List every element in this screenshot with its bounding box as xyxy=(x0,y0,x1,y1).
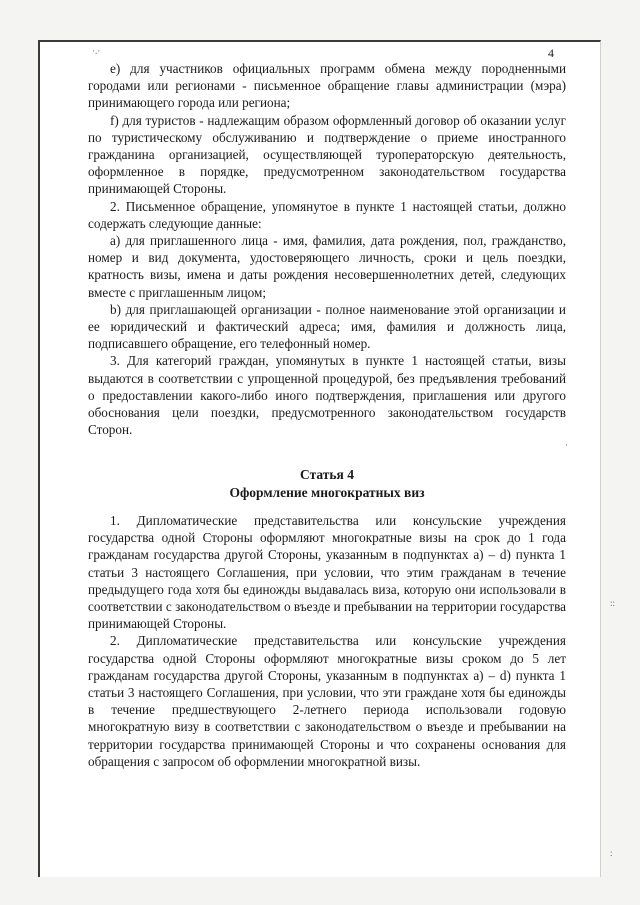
article-number: Статья 4 xyxy=(300,467,354,482)
page-number: 4 xyxy=(548,46,554,60)
text-block-top xyxy=(88,60,566,438)
article-title: Оформление многократных виз xyxy=(229,485,425,500)
paragraph-2: 2. Письменное обращение, упомянутое в пункте 1 настоящей статьи, должно содержать следующие данные: xyxy=(88,198,566,231)
article4-paragraph-1: 1. Дипломатические представительства или консульские учреждения государства одной Стороны оформляют многократные визы на срок до 1 года гражданам государства другой Стороны, указанным в подпунктах а) – d) пункта 1 статьи 3 настоящего Соглашения, при условии, что этим гражданам в течение предыдущего года хотя бы единожды выдавалась виза, которую они использовали в соответствии с законодательством о въезде и пребывании на территории государства принимающей Стороны. xyxy=(88,513,566,632)
paragraph-f: f) для туристов - надлежащим образом оформленный договор об оказании услуг по туристическому обслуживанию и подтверждение о приеме иностранного гражданина организацией, осуществляющей туроператорскую деятельность, оформленное в порядке, предусмотренном законодательством государства принимающей Стороны. xyxy=(88,112,566,197)
paragraph-b: b) для приглашающей организации - полное наименование этой организации и ее юридический и фактический адреса; имя, фамилия и должность лица, подписавшего обращение, его телефонный номер. xyxy=(88,301,566,352)
scan-speck: :: xyxy=(610,598,616,608)
scan-speck: · xyxy=(565,440,568,450)
paragraph-3: 3. Для категорий граждан, упомянутых в пункте 1 настоящей статьи, визы выдаются в соответствии с упрощенной процедурой, без предъявления требований о предоставлении какого-либо иного подтверждения, приглашения или другого обоснования цели поездки, предусмотренного законодательством государств Сторон. xyxy=(88,353,566,438)
scan-speck: : xyxy=(610,848,613,858)
scan-speck: ·.· xyxy=(92,46,101,56)
text-block-bottom xyxy=(88,512,566,770)
article-heading xyxy=(88,466,566,502)
article4-paragraph-2: 2. Дипломатические представительства или консульские учреждения государства одной Стороны оформляют многократные визы сроком до 5 лет гражданам государства другой Стороны, указанным в подпунктах а) – d) пункта 1 статьи 3 настоящего Соглашения, при условии, что эти граждане хотя бы единожды в течение предшествующего 2-летнего периода использовали годовую многократную визу в соответствии с законодательством о въезде и пребывании на территории государства принимающей Стороны и что сохранены основания для обращения с запросом об оформлении многократной визы. xyxy=(88,633,566,769)
paragraph-e: e) для участников официальных программ обмена между породненными городами или регионами - письменное обращение главы администрации (мэра) принимающего города или региона; xyxy=(88,61,566,111)
paragraph-a: a) для приглашенного лица - имя, фамилия, дата рождения, пол, гражданство, номер и вид документа, удостоверяющего личность, сроки и цель поездки, кратность визы, имена и даты рождения несовершеннолетних детей, следующих вместе с приглашенным лицом; xyxy=(88,233,566,300)
